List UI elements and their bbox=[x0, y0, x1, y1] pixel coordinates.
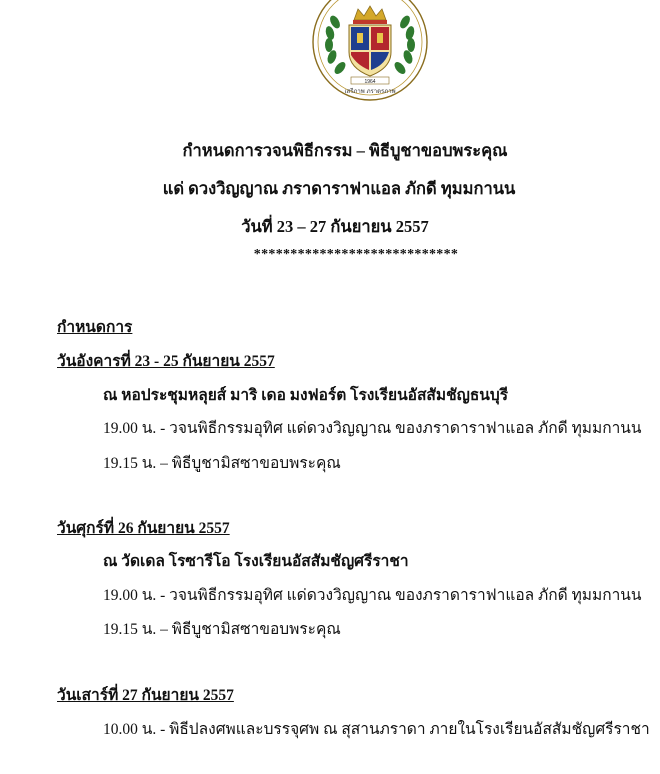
day-venue-1: ณ หอประชุมหลุยส์ มาริ เดอ มงฟอร์ต โรงเรียนอัสสัมชัญธนบุรี bbox=[103, 387, 509, 404]
svg-text:1964: 1964 bbox=[364, 79, 376, 85]
day-venue-2: ณ วัดเดล โรซารีโอ โรงเรียนอัสสัมชัญศรีราชา bbox=[103, 553, 409, 570]
agenda-label: กำหนดการ bbox=[57, 319, 133, 336]
day-heading-1: วันอังคารที่ 23 - 25 กันยายน 2557 bbox=[57, 353, 275, 370]
day-heading-3: วันเสาร์ที่ 27 กันยายน 2557 bbox=[57, 687, 234, 704]
page-title-line-3: วันที่ 23 – 27 กันยายน 2557 bbox=[241, 217, 429, 236]
schedule-item: 19.00 น. - วจนพิธีกรรมอุทิศ แด่ดวงวิญญาณ ของภราดาราฟาแอล ภักดี ทุมมกานน bbox=[103, 420, 642, 437]
separator: **************************** bbox=[253, 247, 459, 262]
schedule-item: 10.00 น. - พิธีปลงศพและบรรจุศพ ณ สุสานภราดา ภายในโรงเรียนอัสสัมชัญศรีราชา bbox=[103, 721, 650, 738]
schedule-item: 19.15 น. – พิธีบูชามิสซาขอบพระคุณ bbox=[103, 455, 341, 472]
school-crest-icon bbox=[305, 0, 435, 103]
svg-text:เสรีภาพ ภราดรภาพ: เสรีภาพ ภราดรภาพ bbox=[344, 88, 396, 95]
page-title-line-2: แด่ ดวงวิญญาณ ภราดาราฟาแอล ภักดี ทุมมกานน bbox=[162, 179, 516, 198]
schedule-item: 19.15 น. – พิธีบูชามิสซาขอบพระคุณ bbox=[103, 621, 341, 638]
schedule-item: 19.00 น. - วจนพิธีกรรมอุทิศ แด่ดวงวิญญาณ ของภราดาราฟาแอล ภักดี ทุมมกานน bbox=[103, 587, 642, 604]
page-title-line-1: กำหนดการวจนพิธีกรรม – พิธีบูชาขอบพระคุณ bbox=[182, 141, 508, 160]
day-heading-2: วันศุกร์ที่ 26 กันยายน 2557 bbox=[57, 520, 230, 537]
